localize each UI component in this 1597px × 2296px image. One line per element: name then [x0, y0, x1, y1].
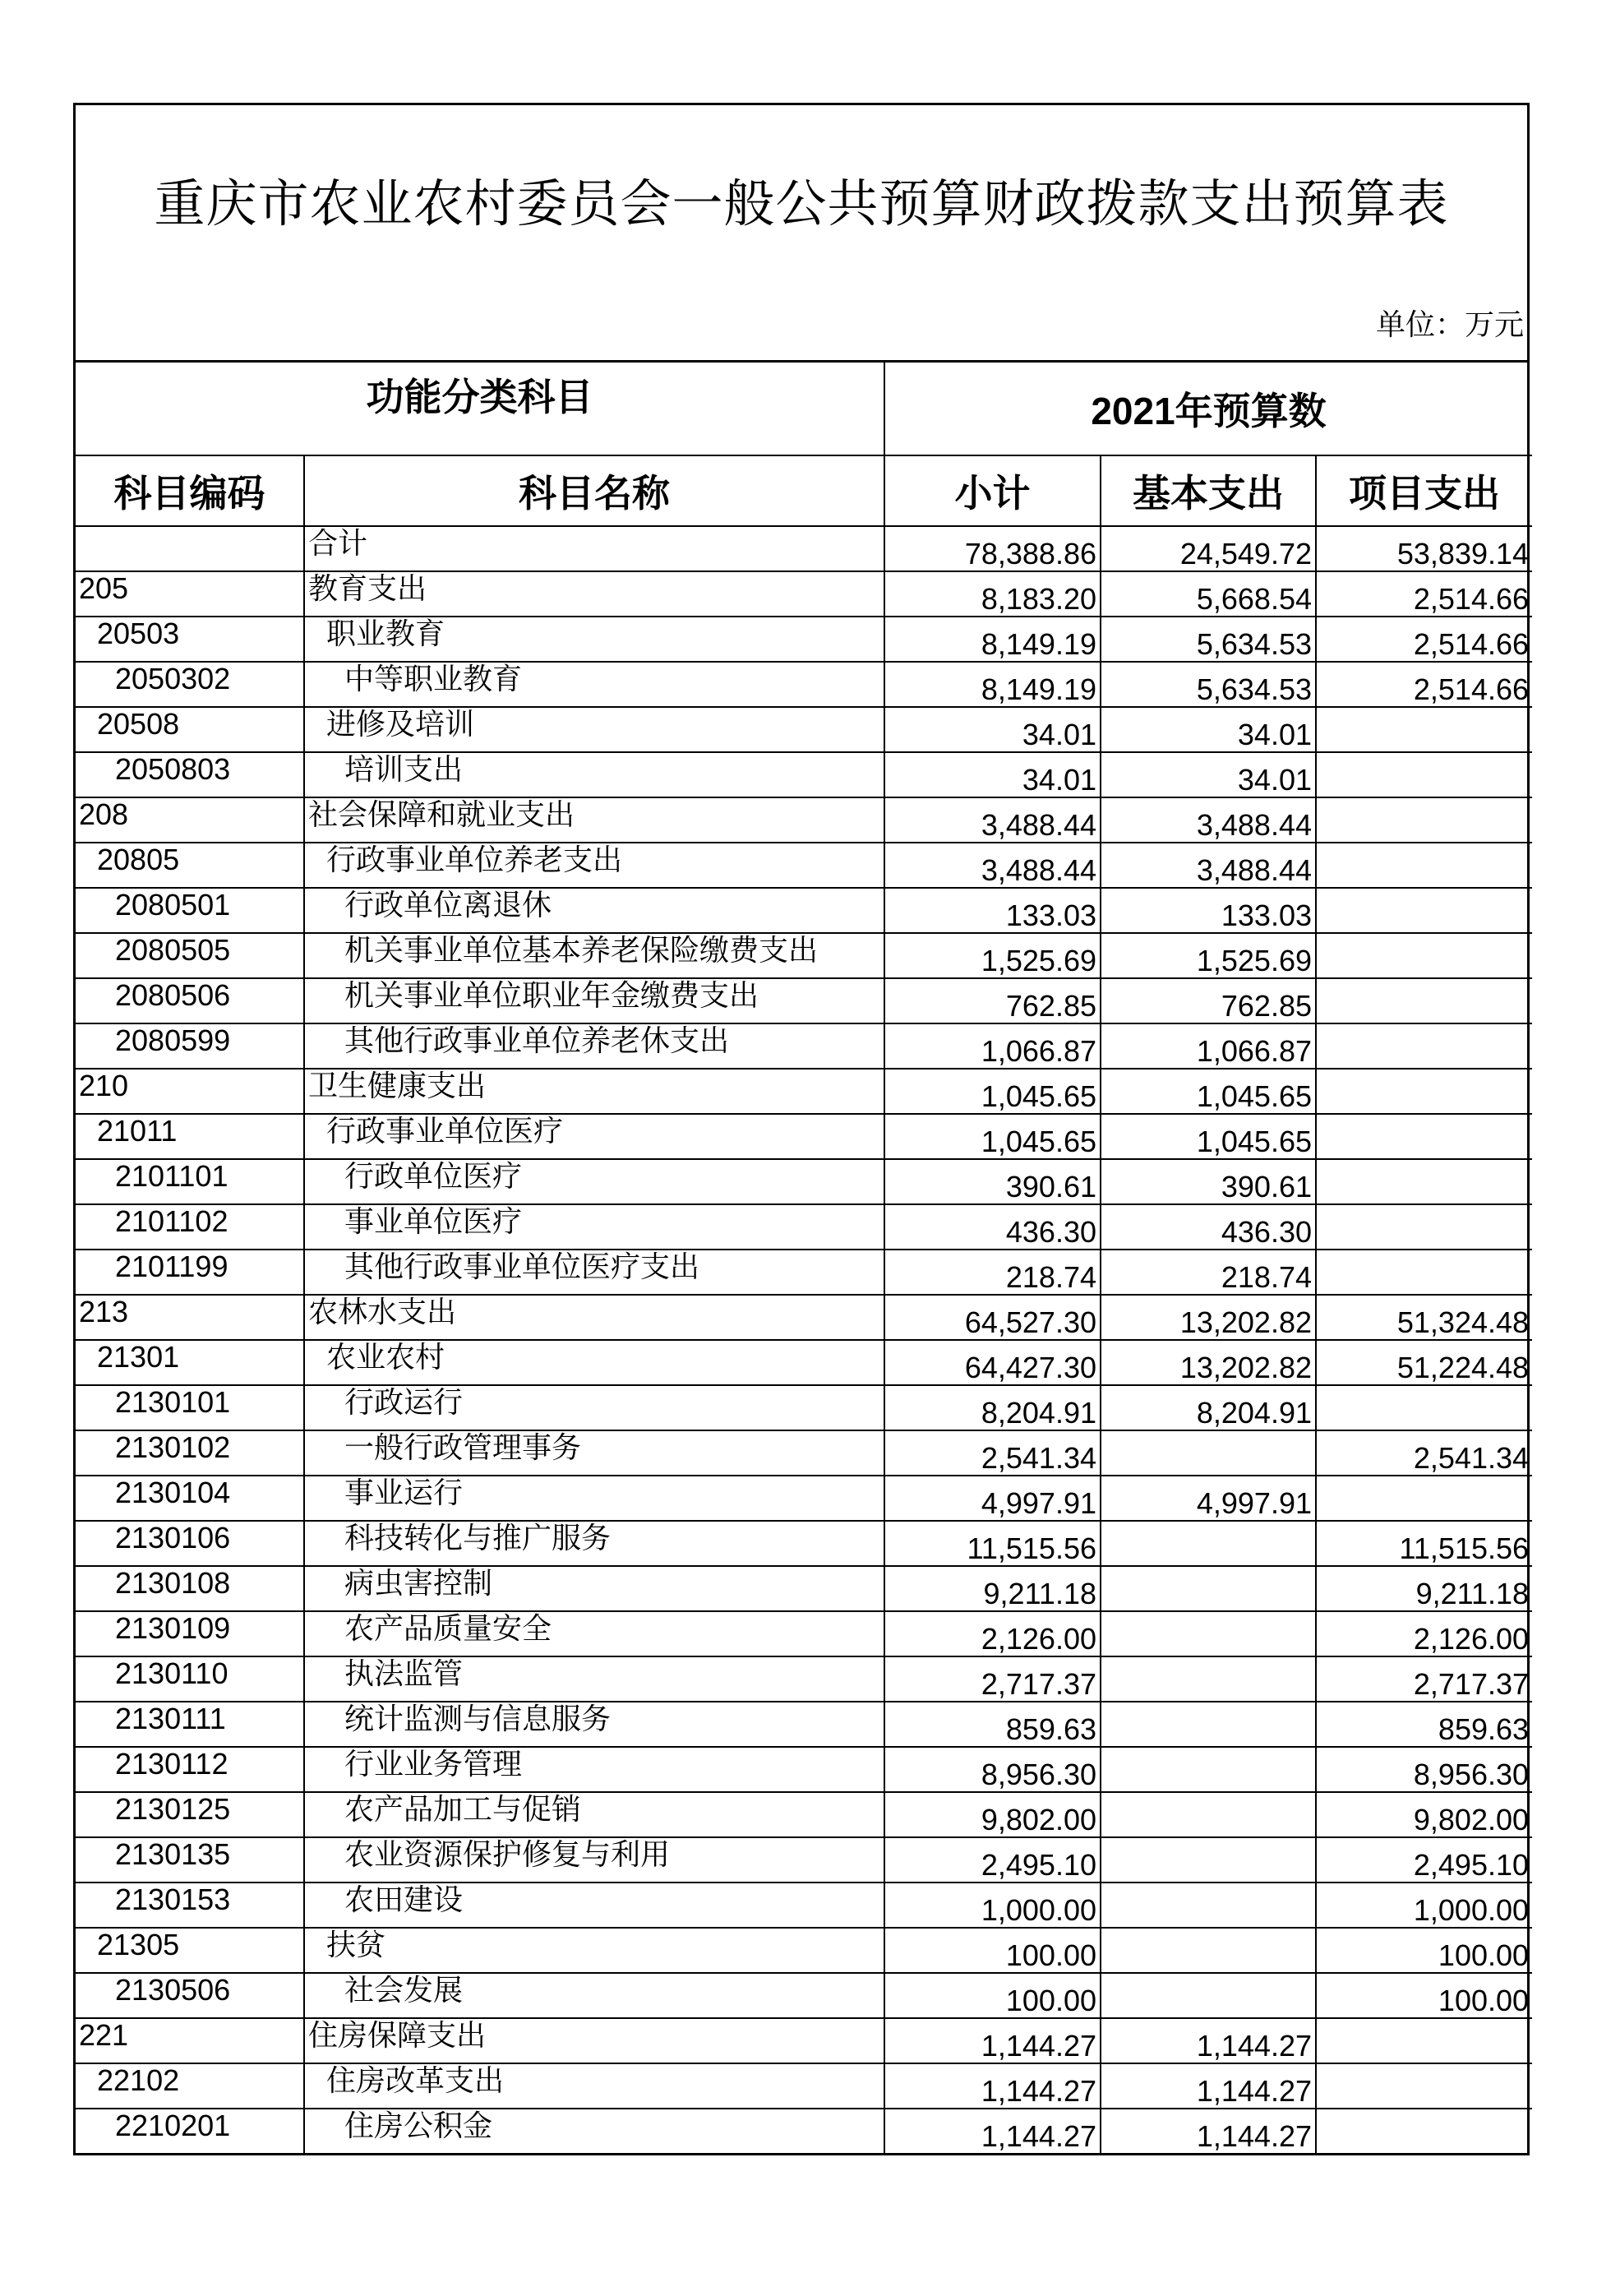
- cell-name: 农业资源保护修复与利用: [304, 1837, 884, 1883]
- cell-basic: 34.01: [1101, 752, 1316, 797]
- cell-project: [1316, 752, 1532, 797]
- cell-subtotal: 11,515.56: [884, 1521, 1101, 1566]
- cell-name: 病虫害控制: [304, 1566, 884, 1611]
- cell-basic: [1101, 1656, 1316, 1702]
- table-row: [76, 1385, 1532, 1430]
- cell-subtotal: 64,527.30: [884, 1295, 1101, 1340]
- cell-subtotal: 8,149.19: [884, 662, 1101, 707]
- table-row: [76, 1023, 1532, 1069]
- cell-basic: [1101, 1837, 1316, 1883]
- cell-basic: 13,202.82: [1101, 1340, 1316, 1385]
- header-function-category: 功能分类科目: [76, 363, 884, 455]
- cell-code: 2050302: [76, 662, 304, 707]
- cell-subtotal: 1,066.87: [884, 1023, 1101, 1069]
- cell-name: 一般行政管理事务: [304, 1430, 884, 1476]
- cell-code: 21305: [76, 1928, 304, 1973]
- cell-subtotal: 762.85: [884, 978, 1101, 1023]
- cell-project: [1316, 2063, 1532, 2109]
- cell-code: 2080501: [76, 888, 304, 933]
- cell-name: 机关事业单位基本养老保险缴费支出: [304, 933, 884, 978]
- cell-subtotal: 8,204.91: [884, 1385, 1101, 1430]
- cell-code: 210: [76, 1069, 304, 1114]
- table-row: [76, 1476, 1532, 1521]
- table-row: [76, 1430, 1532, 1476]
- cell-name: 扶贫: [304, 1928, 884, 1973]
- cell-basic: 3,488.44: [1101, 843, 1316, 888]
- cell-code: 208: [76, 797, 304, 843]
- table-row: [76, 2018, 1532, 2063]
- cell-project: 11,515.56: [1316, 1521, 1532, 1566]
- cell-basic: 1,045.65: [1101, 1069, 1316, 1114]
- cell-basic: 24,549.72: [1101, 526, 1316, 571]
- cell-code: 2130125: [76, 1792, 304, 1837]
- cell-name: 住房公积金: [304, 2109, 884, 2153]
- cell-name: 卫生健康支出: [304, 1069, 884, 1114]
- cell-basic: 8,204.91: [1101, 1385, 1316, 1430]
- table-row: [76, 1250, 1532, 1295]
- cell-project: [1316, 1069, 1532, 1114]
- cell-code: 2130109: [76, 1611, 304, 1656]
- cell-subtotal: 34.01: [884, 752, 1101, 797]
- cell-subtotal: 1,045.65: [884, 1114, 1101, 1159]
- cell-basic: 5,668.54: [1101, 571, 1316, 617]
- cell-code: 20503: [76, 617, 304, 662]
- cell-basic: 5,634.53: [1101, 662, 1316, 707]
- cell-code: 2210201: [76, 2109, 304, 2153]
- cell-subtotal: 34.01: [884, 707, 1101, 752]
- cell-code: 2130104: [76, 1476, 304, 1521]
- cell-code: 2130108: [76, 1566, 304, 1611]
- cell-project: 2,514.66: [1316, 571, 1532, 617]
- cell-name: 行政事业单位养老支出: [304, 843, 884, 888]
- cell-basic: 5,634.53: [1101, 617, 1316, 662]
- header-project: 项目支出: [1316, 455, 1532, 526]
- cell-project: 100.00: [1316, 1973, 1532, 2018]
- cell-name: 农业农村: [304, 1340, 884, 1385]
- table-row: [76, 978, 1532, 1023]
- cell-project: 2,717.37: [1316, 1656, 1532, 1702]
- cell-project: [1316, 888, 1532, 933]
- table-row: [76, 1295, 1532, 1340]
- cell-subtotal: 859.63: [884, 1702, 1101, 1747]
- cell-basic: [1101, 1702, 1316, 1747]
- cell-subtotal: 3,488.44: [884, 797, 1101, 843]
- cell-subtotal: 3,488.44: [884, 843, 1101, 888]
- cell-name: 住房保障支出: [304, 2018, 884, 2063]
- cell-project: 53,839.14: [1316, 526, 1532, 571]
- budget-table: [76, 363, 1532, 2153]
- header-budget-2021: 2021年预算数: [884, 363, 1532, 455]
- cell-code: 2101199: [76, 1250, 304, 1295]
- header-name: 科目名称: [304, 455, 884, 526]
- cell-basic: 34.01: [1101, 707, 1316, 752]
- table-row: [76, 1656, 1532, 1702]
- cell-subtotal: 218.74: [884, 1250, 1101, 1295]
- cell-name: 社会发展: [304, 1973, 884, 2018]
- cell-name: 社会保障和就业支出: [304, 797, 884, 843]
- cell-basic: 133.03: [1101, 888, 1316, 933]
- cell-project: 9,802.00: [1316, 1792, 1532, 1837]
- cell-name: 教育支出: [304, 571, 884, 617]
- cell-project: 2,495.10: [1316, 1837, 1532, 1883]
- cell-basic: 436.30: [1101, 1204, 1316, 1250]
- cell-name: 科技转化与推广服务: [304, 1521, 884, 1566]
- cell-subtotal: 2,717.37: [884, 1656, 1101, 1702]
- cell-name: 其他行政事业单位养老休支出: [304, 1023, 884, 1069]
- cell-subtotal: 100.00: [884, 1973, 1101, 2018]
- cell-project: [1316, 1159, 1532, 1204]
- table-row: [76, 843, 1532, 888]
- cell-subtotal: 8,956.30: [884, 1747, 1101, 1792]
- cell-basic: 390.61: [1101, 1159, 1316, 1204]
- cell-code: 205: [76, 571, 304, 617]
- cell-name: 行政事业单位医疗: [304, 1114, 884, 1159]
- cell-project: [1316, 978, 1532, 1023]
- cell-name: 行政单位医疗: [304, 1159, 884, 1204]
- cell-basic: 762.85: [1101, 978, 1316, 1023]
- table-row: [76, 1611, 1532, 1656]
- cell-code: 2130112: [76, 1747, 304, 1792]
- cell-project: [1316, 1114, 1532, 1159]
- cell-name: 进修及培训: [304, 707, 884, 752]
- cell-name: 合计: [304, 526, 884, 571]
- cell-code: 2130153: [76, 1883, 304, 1928]
- table-row: [76, 933, 1532, 978]
- table-body: [76, 526, 1532, 2153]
- cell-code: 213: [76, 1295, 304, 1340]
- cell-code: 22102: [76, 2063, 304, 2109]
- cell-code: 2080599: [76, 1023, 304, 1069]
- cell-name: 农产品加工与促销: [304, 1792, 884, 1837]
- cell-basic: 4,997.91: [1101, 1476, 1316, 1521]
- table-row: [76, 2063, 1532, 2109]
- cell-code: 2130106: [76, 1521, 304, 1566]
- title-area: [76, 105, 1527, 363]
- table-row: [76, 1566, 1532, 1611]
- cell-name: 行政单位离退休: [304, 888, 884, 933]
- cell-basic: 3,488.44: [1101, 797, 1316, 843]
- table-row: [76, 1702, 1532, 1747]
- cell-project: [1316, 843, 1532, 888]
- cell-name: 行政运行: [304, 1385, 884, 1430]
- cell-basic: 13,202.82: [1101, 1295, 1316, 1340]
- page-title: 重庆市农业农村委员会一般公共预算财政拨款支出预算表: [154, 176, 1449, 233]
- cell-project: 2,514.66: [1316, 662, 1532, 707]
- cell-project: 859.63: [1316, 1702, 1532, 1747]
- cell-subtotal: 9,802.00: [884, 1792, 1101, 1837]
- budget-table-sheet: [73, 103, 1530, 2155]
- unit-label: 单位：万元: [1375, 307, 1524, 341]
- cell-name: 统计监测与信息服务: [304, 1702, 884, 1747]
- cell-subtotal: 100.00: [884, 1928, 1101, 1973]
- cell-code: 21011: [76, 1114, 304, 1159]
- cell-subtotal: 1,144.27: [884, 2063, 1101, 2109]
- cell-project: [1316, 1023, 1532, 1069]
- cell-basic: 1,144.27: [1101, 2018, 1316, 2063]
- table-row: [76, 1883, 1532, 1928]
- table-row: [76, 571, 1532, 617]
- header-code: 科目编码: [76, 455, 304, 526]
- table-row: [76, 617, 1532, 662]
- cell-name: 行业业务管理: [304, 1747, 884, 1792]
- table-row: [76, 752, 1532, 797]
- cell-project: 51,224.48: [1316, 1340, 1532, 1385]
- table-row: [76, 1747, 1532, 1792]
- cell-project: 9,211.18: [1316, 1566, 1532, 1611]
- cell-project: 51,324.48: [1316, 1295, 1532, 1340]
- cell-name: 农田建设: [304, 1883, 884, 1928]
- cell-code: 2130110: [76, 1656, 304, 1702]
- table-row: [76, 1114, 1532, 1159]
- cell-subtotal: 64,427.30: [884, 1340, 1101, 1385]
- cell-code: 2101102: [76, 1204, 304, 1250]
- cell-project: [1316, 1204, 1532, 1250]
- cell-project: [1316, 1385, 1532, 1430]
- cell-code: 2080506: [76, 978, 304, 1023]
- cell-name: 事业运行: [304, 1476, 884, 1521]
- cell-name: 其他行政事业单位医疗支出: [304, 1250, 884, 1295]
- table-row: [76, 888, 1532, 933]
- cell-basic: [1101, 1430, 1316, 1476]
- header-basic: 基本支出: [1101, 455, 1316, 526]
- cell-code: 2130101: [76, 1385, 304, 1430]
- cell-basic: [1101, 1747, 1316, 1792]
- cell-subtotal: 2,541.34: [884, 1430, 1101, 1476]
- cell-project: 2,541.34: [1316, 1430, 1532, 1476]
- cell-subtotal: 1,525.69: [884, 933, 1101, 978]
- cell-code: [76, 526, 304, 571]
- cell-project: [1316, 707, 1532, 752]
- cell-project: [1316, 1476, 1532, 1521]
- cell-code: 2050803: [76, 752, 304, 797]
- cell-project: [1316, 2109, 1532, 2153]
- table-row: [76, 1837, 1532, 1883]
- cell-project: [1316, 2018, 1532, 2063]
- cell-subtotal: 8,183.20: [884, 571, 1101, 617]
- cell-basic: [1101, 1566, 1316, 1611]
- cell-basic: [1101, 1883, 1316, 1928]
- cell-basic: 1,144.27: [1101, 2063, 1316, 2109]
- cell-basic: 1,144.27: [1101, 2109, 1316, 2153]
- cell-code: 2130506: [76, 1973, 304, 2018]
- cell-project: 2,514.66: [1316, 617, 1532, 662]
- cell-name: 住房改革支出: [304, 2063, 884, 2109]
- cell-subtotal: 9,211.18: [884, 1566, 1101, 1611]
- cell-code: 20508: [76, 707, 304, 752]
- cell-basic: 1,525.69: [1101, 933, 1316, 978]
- table-row: [76, 1340, 1532, 1385]
- cell-subtotal: 8,149.19: [884, 617, 1101, 662]
- cell-code: 221: [76, 2018, 304, 2063]
- table-row: [76, 1973, 1532, 2018]
- cell-project: 8,956.30: [1316, 1747, 1532, 1792]
- cell-project: [1316, 797, 1532, 843]
- table-row: [76, 1792, 1532, 1837]
- cell-basic: 1,045.65: [1101, 1114, 1316, 1159]
- cell-subtotal: 1,000.00: [884, 1883, 1101, 1928]
- cell-subtotal: 2,495.10: [884, 1837, 1101, 1883]
- cell-basic: [1101, 1521, 1316, 1566]
- table-row: [76, 1521, 1532, 1566]
- cell-name: 职业教育: [304, 617, 884, 662]
- cell-project: 1,000.00: [1316, 1883, 1532, 1928]
- table-row: [76, 526, 1532, 571]
- cell-basic: [1101, 1792, 1316, 1837]
- table-row: [76, 1069, 1532, 1114]
- cell-project: [1316, 933, 1532, 978]
- cell-name: 农产品质量安全: [304, 1611, 884, 1656]
- cell-code: 2080505: [76, 933, 304, 978]
- header-subtotal: 小计: [884, 455, 1101, 526]
- cell-subtotal: 133.03: [884, 888, 1101, 933]
- cell-subtotal: 4,997.91: [884, 1476, 1101, 1521]
- cell-name: 中等职业教育: [304, 662, 884, 707]
- cell-subtotal: 78,388.86: [884, 526, 1101, 571]
- cell-name: 执法监管: [304, 1656, 884, 1702]
- table-row: [76, 2109, 1532, 2153]
- cell-code: 2101101: [76, 1159, 304, 1204]
- cell-subtotal: 1,144.27: [884, 2109, 1101, 2153]
- cell-name: 农林水支出: [304, 1295, 884, 1340]
- cell-code: 2130111: [76, 1702, 304, 1747]
- cell-project: [1316, 1250, 1532, 1295]
- table-row: [76, 1928, 1532, 1973]
- cell-name: 机关事业单位职业年金缴费支出: [304, 978, 884, 1023]
- cell-name: 培训支出: [304, 752, 884, 797]
- cell-project: 100.00: [1316, 1928, 1532, 1973]
- cell-basic: 218.74: [1101, 1250, 1316, 1295]
- cell-basic: [1101, 1928, 1316, 1973]
- cell-subtotal: 390.61: [884, 1159, 1101, 1204]
- cell-subtotal: 1,144.27: [884, 2018, 1101, 2063]
- cell-project: 2,126.00: [1316, 1611, 1532, 1656]
- table-row: [76, 662, 1532, 707]
- cell-subtotal: 1,045.65: [884, 1069, 1101, 1114]
- cell-code: 21301: [76, 1340, 304, 1385]
- cell-subtotal: 2,126.00: [884, 1611, 1101, 1656]
- table-row: [76, 1159, 1532, 1204]
- cell-code: 2130102: [76, 1430, 304, 1476]
- table-row: [76, 797, 1532, 843]
- cell-code: 20805: [76, 843, 304, 888]
- cell-basic: [1101, 1611, 1316, 1656]
- cell-basic: 1,066.87: [1101, 1023, 1316, 1069]
- table-row: [76, 707, 1532, 752]
- cell-subtotal: 436.30: [884, 1204, 1101, 1250]
- cell-code: 2130135: [76, 1837, 304, 1883]
- table-row: [76, 1204, 1532, 1250]
- cell-basic: [1101, 1973, 1316, 2018]
- cell-name: 事业单位医疗: [304, 1204, 884, 1250]
